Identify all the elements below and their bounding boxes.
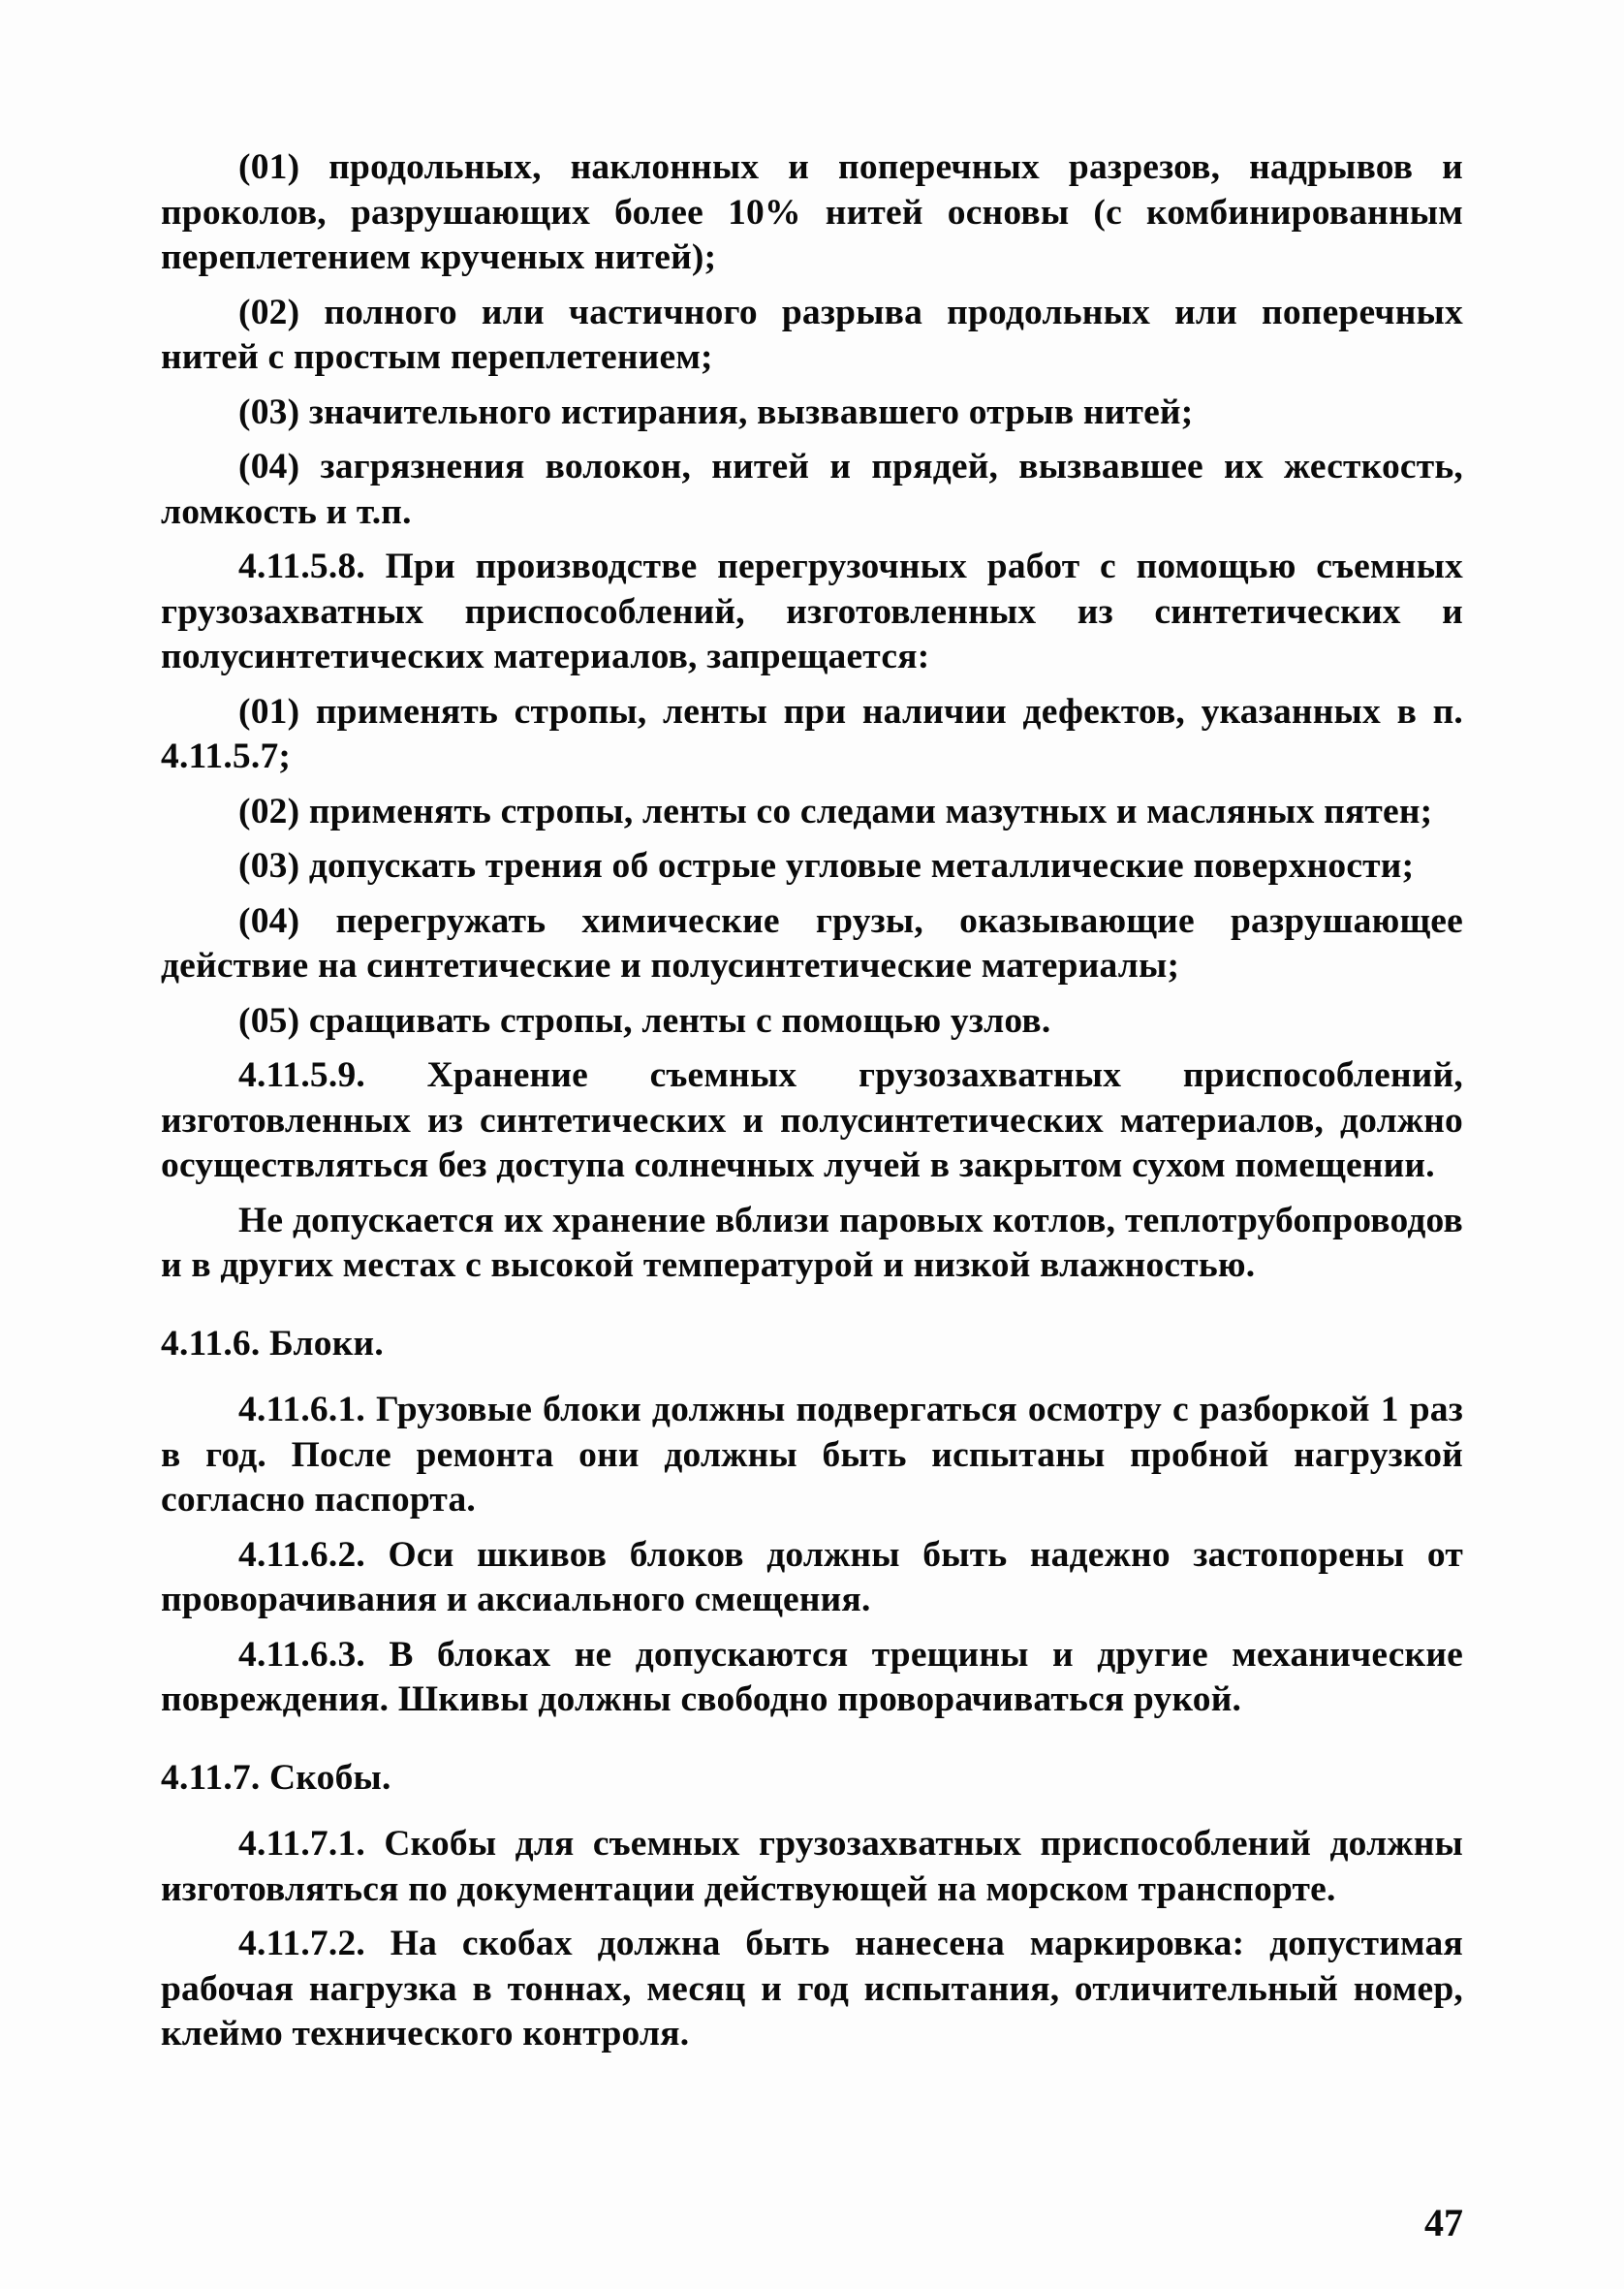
page-number: 47 — [1424, 2201, 1463, 2244]
paragraph-prohibition-02: (02) применять стропы, ленты со следами мазутных и масляных пятен; — [238, 791, 1433, 831]
paragraph-storage-note: Не допускается их хранение вблизи паровых котлов, теплотрубопроводов и в других местах с высокой температурой и низкой влажностью. — [161, 1200, 1463, 1285]
paragraph-prohibition-03: (03) допускать трения об острые угловые металлические поверхности; — [238, 846, 1415, 886]
paragraph-4-11-7-1: 4.11.7.1. Скобы для съемных грузозахватных приспособлений должны изготовляться по документации действующей на морском транспорте. — [161, 1824, 1463, 1909]
paragraph-defect-04: (04) загрязнения волокон, нитей и прядей, вызвавшее их жесткость, ломкость и т.п. — [161, 447, 1463, 532]
paragraph-prohibition-01: (01) применять стропы, ленты при наличии дефектов, указанных в п. 4.11.5.7; — [161, 691, 1463, 776]
page-body — [161, 145, 1463, 2057]
paragraph-4-11-5-8: 4.11.5.8. При производстве перегрузочных работ с помощью съемных грузозахватных приспособлений, изготовленных из синтетических и полусинтетических материалов, запрещается: — [161, 547, 1463, 676]
paragraph-defect-03: (03) значительного истирания, вызвавшего отрыв нитей; — [238, 392, 1194, 432]
paragraph-prohibition-04: (04) перегружать химические грузы, оказывающие разрушающее действие на синтетические и полусинтетические материалы; — [161, 900, 1463, 986]
paragraph-4-11-6-2: 4.11.6.2. Оси шкивов блоков должны быть надежно застопорены от проворачивания и аксиального смещения. — [161, 1534, 1463, 1619]
paragraph-4-11-5-9: 4.11.5.9. Хранение съемных грузозахватных приспособлений, изготовленных из синтетических и полусинтетических материалов, должно осуществляться без доступа солнечных лучей в закрытом сухом помещении. — [161, 1055, 1463, 1185]
paragraph-4-11-7-2: 4.11.7.2. На скобах должна быть нанесена маркировка: допустимая рабочая нагрузка в тоннах, месяц и год испытания, отличительный номер, клеймо технического контроля. — [161, 1924, 1463, 2054]
paragraph-defect-01: (01) продольных, наклонных и поперечных разрезов, надрывов и проколов, разрушающих более 10% нитей основы (с комбинированным переплетением крученых нитей); — [161, 147, 1463, 277]
paragraph-4-11-6-3: 4.11.6.3. В блоках не допускаются трещины и другие механические повреждения. Шкивы должны свободно проворачиваться рукой. — [161, 1634, 1463, 1719]
section-heading-blocks: 4.11.6. Блоки. — [161, 1323, 384, 1364]
paragraph-defect-02: (02) полного или частичного разрыва продольных или поперечных нитей с простым переплетением; — [161, 292, 1463, 377]
paragraph-4-11-6-1: 4.11.6.1. Грузовые блоки должны подвергаться осмотру с разборкой 1 раз в год. После ремонта они должны быть испытаны пробной нагрузкой согласно паспорта. — [161, 1390, 1463, 1520]
paragraph-prohibition-05: (05) сращивать стропы, ленты с помощью узлов. — [238, 1000, 1051, 1041]
section-heading-shackles: 4.11.7. Скобы. — [161, 1757, 391, 1798]
